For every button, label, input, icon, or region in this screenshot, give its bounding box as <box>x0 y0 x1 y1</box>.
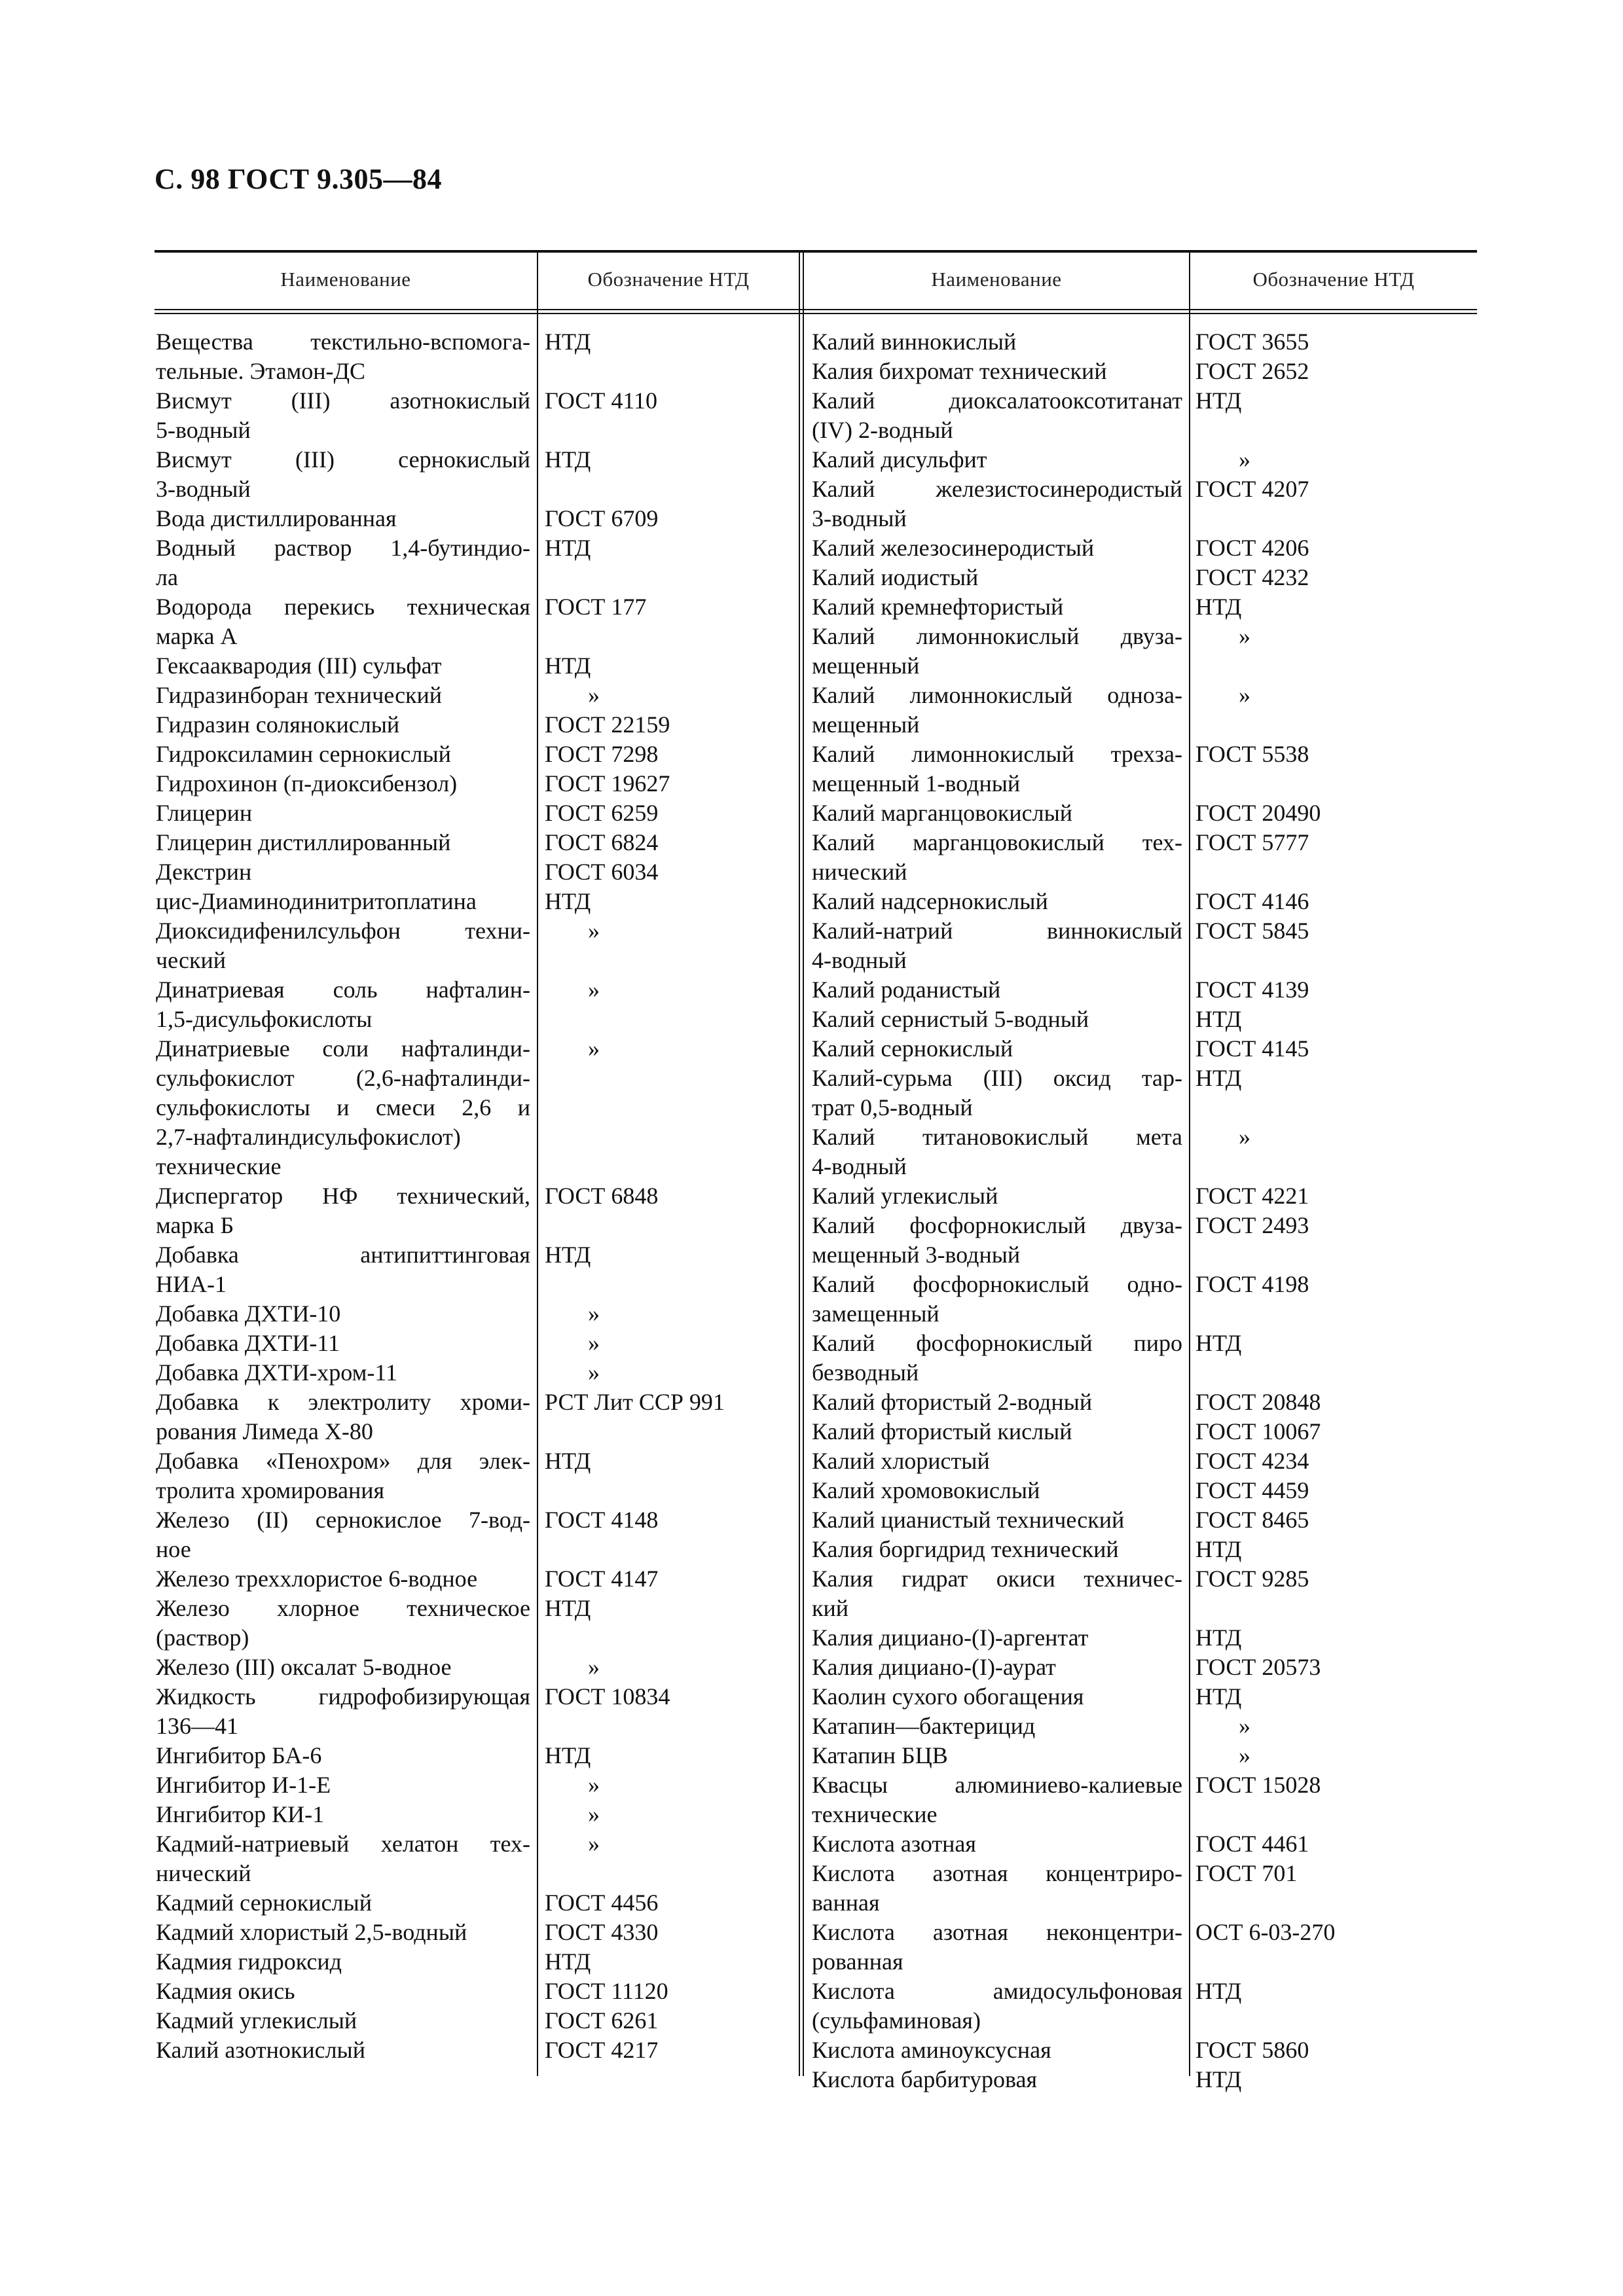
row-name <box>812 563 1182 592</box>
row-ntd: НТД <box>545 1242 591 1268</box>
row-name <box>156 710 530 740</box>
row-name <box>156 504 530 533</box>
row-ntd: » <box>588 1330 600 1356</box>
row-name-line: Кадмия гидроксид <box>156 1948 342 1975</box>
row-name-line: тельные. Этамон-ДС <box>156 358 366 384</box>
row-name <box>812 1859 1182 1918</box>
row-ntd: ГОСТ 11120 <box>545 1978 668 2004</box>
row-name-line: Железо (III) оксалат 5-водное <box>156 1654 452 1680</box>
row-ntd: » <box>1239 623 1250 649</box>
row-ntd: ГОСТ 6034 <box>545 859 659 885</box>
row-ntd: ГОСТ 6824 <box>545 829 659 855</box>
row-name-line: Глицерин дистиллированный <box>156 829 451 855</box>
row-ntd: ГОСТ 4110 <box>545 387 658 414</box>
column-header-ntd: Обозначение НТД <box>1252 268 1415 291</box>
row-ntd: НТД <box>1195 1683 1242 1710</box>
row-ntd: ГОСТ 5777 <box>1195 829 1309 855</box>
row-ntd: ГОСТ 10834 <box>545 1683 670 1710</box>
row-name-line: безводный <box>812 1359 919 1386</box>
row-ntd: НТД <box>545 329 591 355</box>
row-ntd: ГОСТ 4221 <box>1195 1183 1309 1209</box>
row-name <box>812 1770 1182 1829</box>
row-name-line: Водный раствор 1,4-бутиндио- <box>156 535 530 561</box>
row-name-line: Ингибитор КИ-1 <box>156 1801 325 1827</box>
row-name <box>812 445 1182 475</box>
row-ntd: ГОСТ 4198 <box>1195 1271 1309 1297</box>
row-name-line: Калий титановокислый мета <box>812 1124 1182 1150</box>
row-ntd: » <box>588 1300 600 1327</box>
row-name <box>156 1299 530 1329</box>
row-name-line: марка А <box>156 623 238 649</box>
row-ntd: ГОСТ 4461 <box>1195 1831 1309 1857</box>
row-name-line: Кадмий хлористый 2,5-водный <box>156 1919 467 1945</box>
row-name <box>156 1682 530 1741</box>
row-name <box>156 1358 530 1388</box>
row-name <box>812 2036 1182 2065</box>
row-ntd: ГОСТ 4330 <box>545 1919 659 1945</box>
row-name-line: Калий-сурьма (III) оксид тар- <box>812 1065 1182 1091</box>
row-name <box>812 740 1182 798</box>
row-name-line: НИА-1 <box>156 1271 227 1297</box>
column-divider <box>1189 250 1190 2076</box>
row-name-line: Жидкость гидрофобизирующая <box>156 1683 530 1710</box>
row-ntd: ГОСТ 4148 <box>545 1507 659 1533</box>
row-name-line: (сульфаминовая) <box>812 2007 981 2034</box>
row-ntd: НТД <box>1195 1065 1242 1091</box>
row-ntd: » <box>588 1801 600 1827</box>
row-ntd: ГОСТ 8465 <box>1195 1507 1309 1533</box>
row-ntd: » <box>588 1772 600 1798</box>
row-name-line: Калий фтористый 2-водный <box>812 1389 1093 1415</box>
row-name-line: Калий марганцовокислый тех- <box>812 829 1182 855</box>
row-ntd: ГОСТ 15028 <box>1195 1772 1321 1798</box>
row-ntd: ГОСТ 4217 <box>545 2037 659 2063</box>
row-name-line: Водорода перекись техническая <box>156 594 530 620</box>
row-name <box>812 357 1182 386</box>
row-ntd: ГОСТ 10067 <box>1195 1418 1321 1444</box>
row-name-line: Калия дициано-(I)-аргентат <box>812 1624 1089 1651</box>
row-name-line: 3-водный <box>156 476 251 502</box>
row-ntd: НТД <box>545 1448 591 1474</box>
row-name-line: Кадмий-натриевый хелатон тех- <box>156 1831 530 1857</box>
row-name-line: Кадмий углекислый <box>156 2007 357 2034</box>
row-name <box>156 1977 530 2006</box>
row-name-line: 136—41 <box>156 1713 238 1739</box>
row-name-line: (раствор) <box>156 1624 249 1651</box>
row-name-line: Катапин БЦВ <box>812 1742 948 1768</box>
row-name <box>812 1505 1182 1535</box>
row-name <box>812 386 1182 445</box>
row-ntd: НТД <box>545 653 591 679</box>
row-name <box>156 1741 530 1770</box>
row-name-line: Калий кремнефтористый <box>812 594 1064 620</box>
row-name <box>156 1918 530 1947</box>
row-name <box>812 1388 1182 1417</box>
row-name-line: мещенный <box>812 653 920 679</box>
row-name <box>812 475 1182 533</box>
row-name-line: Калий фтористый кислый <box>812 1418 1072 1444</box>
row-name-line: нический <box>812 859 907 885</box>
row-ntd: НТД <box>545 1595 591 1621</box>
row-name-line: 4-водный <box>812 1153 907 1179</box>
row-name-line: Кислота азотная концентриро- <box>812 1860 1182 1886</box>
row-name-line: Кадмия окись <box>156 1978 295 2004</box>
row-name-line: 3-водный <box>812 505 907 531</box>
row-name-line: Калий лимоннокислый трехза- <box>812 741 1182 767</box>
row-name-line: 2,7-нафталиндисульфокислот) <box>156 1124 461 1150</box>
row-ntd: ОСТ 6-03-270 <box>1195 1919 1336 1945</box>
row-name <box>156 1388 530 1446</box>
row-name-line: мещенный 3-водный <box>812 1242 1021 1268</box>
row-name-line: 5-водный <box>156 417 251 443</box>
row-name-line: мещенный 1-водный <box>812 770 1021 797</box>
row-name <box>812 1181 1182 1211</box>
row-name-line: ное <box>156 1536 191 1562</box>
row-name-line: Добавка ДХТИ-10 <box>156 1300 341 1327</box>
row-ntd: НТД <box>545 1948 591 1975</box>
row-name-line: Висмут (III) азотнокислый <box>156 387 530 414</box>
row-name-line: Гексааквародия (III) сульфат <box>156 653 442 679</box>
row-ntd: ГОСТ 20848 <box>1195 1389 1321 1415</box>
row-name-line: Квасцы алюминиево-калиевые <box>812 1772 1182 1798</box>
row-name-line: Ингибитор БА-6 <box>156 1742 322 1768</box>
row-name <box>156 327 530 386</box>
row-name-line: тролита хромирования <box>156 1477 385 1503</box>
row-name <box>812 887 1182 916</box>
row-name-line: Железо треххлористое 6-водное <box>156 1566 478 1592</box>
row-ntd: ГОСТ 4207 <box>1195 476 1309 502</box>
column-header-ntd: Обозначение НТД <box>587 268 750 291</box>
row-name <box>156 445 530 504</box>
row-name-line: Калий сернокислый <box>812 1035 1013 1062</box>
row-name <box>812 1446 1182 1476</box>
page-header: С. 98 ГОСТ 9.305—84 <box>155 163 443 195</box>
row-name-line: рованная <box>812 1948 903 1975</box>
row-name <box>156 1770 530 1800</box>
row-name <box>812 681 1182 740</box>
row-name-line: Калий виннокислый <box>812 329 1017 355</box>
row-ntd: НТД <box>545 535 591 561</box>
row-ntd: ГОСТ 4145 <box>1195 1035 1309 1062</box>
row-name <box>156 769 530 798</box>
row-name-line: ческий <box>156 947 226 973</box>
row-ntd: ГОСТ 2493 <box>1195 1212 1309 1238</box>
row-name <box>156 533 530 592</box>
row-name-line: Калий дисульфит <box>812 446 987 473</box>
row-name-line: Калий сернистый 5-водный <box>812 1006 1089 1032</box>
row-ntd: » <box>588 977 600 1003</box>
row-name <box>812 2065 1182 2094</box>
row-name <box>156 1888 530 1918</box>
row-ntd: НТД <box>1195 1536 1242 1562</box>
row-name <box>812 1476 1182 1505</box>
row-name <box>812 1270 1182 1329</box>
row-ntd: » <box>588 918 600 944</box>
row-name <box>156 651 530 681</box>
row-ntd: ГОСТ 22159 <box>545 711 670 738</box>
row-name-line: Калий иодистый <box>812 564 979 590</box>
row-name-line: Кислота барбитуровая <box>812 2066 1038 2092</box>
row-ntd: ГОСТ 9285 <box>1195 1566 1309 1592</box>
row-name-line: Кислота азотная <box>812 1831 976 1857</box>
row-name-line: сульфокислот (2,6-нафталинди- <box>156 1065 530 1091</box>
row-ntd: » <box>1239 682 1250 708</box>
row-ntd: ГОСТ 4459 <box>1195 1477 1309 1503</box>
row-name-line: Кислота амидосульфоновая <box>812 1978 1182 2004</box>
row-name <box>812 1211 1182 1270</box>
row-name-line: Катапин—бактерицид <box>812 1713 1036 1739</box>
row-name-line: Калия бихромат технический <box>812 358 1107 384</box>
row-name <box>156 916 530 975</box>
column-header-name: Наименование <box>280 268 411 291</box>
row-name <box>812 622 1182 681</box>
row-name <box>156 828 530 857</box>
row-name-line: Кадмий сернокислый <box>156 1890 372 1916</box>
row-ntd: НТД <box>545 888 591 914</box>
row-ntd: РСТ Лит ССР 991 <box>545 1389 725 1415</box>
row-name-line: Вода дистиллированная <box>156 505 397 531</box>
row-name-line: Калий цианистый технический <box>812 1507 1125 1533</box>
row-name-line: Добавка ДХТИ-хром-11 <box>156 1359 398 1386</box>
row-name <box>156 1181 530 1240</box>
row-name-line: мещенный <box>812 711 920 738</box>
row-name-line: Динатриевая соль нафталин- <box>156 977 530 1003</box>
row-name <box>812 916 1182 975</box>
row-ntd: » <box>588 1035 600 1062</box>
row-name-line: Добавка ДХТИ-11 <box>156 1330 340 1356</box>
row-ntd: ГОСТ 6261 <box>545 2007 659 2034</box>
row-name <box>812 1122 1182 1181</box>
row-name <box>156 857 530 887</box>
row-name-line: технические <box>812 1801 938 1827</box>
row-ntd: ГОСТ 5538 <box>1195 741 1309 767</box>
row-name-line: 1,5-дисульфокислоты <box>156 1006 373 1032</box>
row-name <box>156 2036 530 2065</box>
row-ntd: ГОСТ 6848 <box>545 1183 659 1209</box>
row-name-line: Вещества текстильно-вспомога- <box>156 329 530 355</box>
row-name-line: Кислота аминоуксусная <box>812 2037 1051 2063</box>
row-ntd: » <box>588 682 600 708</box>
row-name-line: ла <box>156 564 178 590</box>
row-name <box>812 1564 1182 1623</box>
row-ntd: НТД <box>545 1742 591 1768</box>
row-name-line: технические <box>156 1153 282 1179</box>
row-name-line: Динатриевые соли нафталинди- <box>156 1035 530 1062</box>
row-name <box>812 1918 1182 1977</box>
row-name <box>812 1623 1182 1653</box>
row-ntd: ГОСТ 701 <box>1195 1860 1298 1886</box>
row-ntd: » <box>1239 446 1250 473</box>
row-name-line: Декстрин <box>156 859 252 885</box>
row-ntd: НТД <box>1195 387 1242 414</box>
row-name <box>812 1329 1182 1388</box>
row-name <box>812 1977 1182 2036</box>
row-name-line: нический <box>156 1860 251 1886</box>
row-name-line: Глицерин <box>156 800 253 826</box>
row-ntd: ГОСТ 177 <box>545 594 647 620</box>
column-header-name: Наименование <box>931 268 1062 291</box>
row-ntd: ГОСТ 4147 <box>545 1566 659 1592</box>
row-name <box>812 798 1182 828</box>
row-name <box>156 1800 530 1829</box>
row-ntd: ГОСТ 4139 <box>1195 977 1309 1003</box>
row-name <box>812 975 1182 1005</box>
row-name-line: ванная <box>812 1890 880 1916</box>
row-ntd: ГОСТ 4234 <box>1195 1448 1309 1474</box>
row-name-line: Калий азотнокислый <box>156 2037 365 2063</box>
row-name-line: Диспергатор НФ технический, <box>156 1183 530 1209</box>
row-name <box>156 386 530 445</box>
row-name <box>812 1005 1182 1034</box>
row-name <box>156 1034 530 1181</box>
row-name <box>812 1653 1182 1682</box>
row-ntd: ГОСТ 5860 <box>1195 2037 1309 2063</box>
row-name-line: рования Лимеда Х-80 <box>156 1418 373 1444</box>
row-name-line: Добавка «Пенохром» для элек- <box>156 1448 530 1474</box>
row-name <box>156 975 530 1034</box>
row-ntd: НТД <box>1195 1330 1242 1356</box>
row-ntd: » <box>588 1359 600 1386</box>
row-name <box>812 1712 1182 1741</box>
row-name <box>156 1594 530 1653</box>
row-name-line: Калий лимоннокислый одноза- <box>812 682 1182 708</box>
row-ntd: » <box>588 1831 600 1857</box>
row-name <box>812 533 1182 563</box>
row-name-line: Добавка антипиттинговая <box>156 1242 530 1268</box>
row-name-line: марка Б <box>156 1212 234 1238</box>
row-name-line: Калий марганцовокислый <box>812 800 1073 826</box>
row-name-line: (IV) 2-водный <box>812 417 953 443</box>
row-ntd: ГОСТ 20573 <box>1195 1654 1321 1680</box>
row-name-line: Ингибитор И-1-Е <box>156 1772 331 1798</box>
row-ntd: » <box>588 1654 600 1680</box>
row-name <box>156 1446 530 1505</box>
row-name <box>812 327 1182 357</box>
row-name <box>812 1417 1182 1446</box>
row-name <box>156 1329 530 1358</box>
row-name-line: Гидразин солянокислый <box>156 711 400 738</box>
table-header-rule <box>155 309 1477 314</box>
row-name-line: Гидрохинон (п-диоксибензол) <box>156 770 458 797</box>
row-ntd: НТД <box>1195 594 1242 620</box>
row-name-line: Калий лимоннокислый двуза- <box>812 623 1182 649</box>
row-name-line: Калия гидрат окиси техничес- <box>812 1566 1182 1592</box>
row-name-line: Калий роданистый <box>812 977 1001 1003</box>
row-ntd: ГОСТ 19627 <box>545 770 670 797</box>
row-ntd: ГОСТ 4206 <box>1195 535 1309 561</box>
row-ntd: » <box>1239 1742 1250 1768</box>
row-name-line: замещенный <box>812 1300 939 1327</box>
standards-table <box>155 250 1477 2092</box>
row-name <box>156 1829 530 1888</box>
row-ntd: » <box>1239 1124 1250 1150</box>
row-name <box>812 828 1182 887</box>
row-name-line: Калий диоксалатооксотитанат <box>812 387 1182 414</box>
row-name <box>156 887 530 916</box>
row-ntd: НТД <box>1195 1978 1242 2004</box>
row-name-line: Калий фосфорнокислый пиро <box>812 1330 1182 1356</box>
row-name <box>812 1682 1182 1712</box>
row-name <box>156 592 530 651</box>
row-ntd: НТД <box>1195 1624 1242 1651</box>
row-name <box>156 1947 530 1977</box>
row-name-line: Гидразинборан технический <box>156 682 443 708</box>
row-ntd: ГОСТ 5845 <box>1195 918 1309 944</box>
row-name <box>812 1741 1182 1770</box>
row-name-line: Каолин сухого обогащения <box>812 1683 1084 1710</box>
row-name-line: сульфокислоты и смеси 2,6 и <box>156 1094 530 1121</box>
row-name <box>156 740 530 769</box>
row-name-line: Железо (II) сернокислое 7-вод- <box>156 1507 530 1533</box>
row-name-line: Калий фосфорнокислый одно- <box>812 1271 1182 1297</box>
row-name <box>812 1829 1182 1859</box>
row-name <box>156 1240 530 1299</box>
row-ntd: НТД <box>1195 2066 1242 2092</box>
row-ntd: ГОСТ 20490 <box>1195 800 1321 826</box>
row-name-line: Калий углекислый <box>812 1183 998 1209</box>
row-name-line: Калий фосфорнокислый двуза- <box>812 1212 1182 1238</box>
row-name <box>156 1653 530 1682</box>
row-ntd: ГОСТ 4232 <box>1195 564 1309 590</box>
row-name <box>812 592 1182 622</box>
row-ntd: ГОСТ 7298 <box>545 741 659 767</box>
row-name-line: Калий хлористый <box>812 1448 990 1474</box>
row-name-line: Диоксидифенилсульфон техни- <box>156 918 530 944</box>
row-name-line: Висмут (III) сернокислый <box>156 446 530 473</box>
row-name-line: 4-водный <box>812 947 907 973</box>
row-ntd: ГОСТ 4456 <box>545 1890 659 1916</box>
row-name <box>156 798 530 828</box>
row-name-line: Калий хромовокислый <box>812 1477 1040 1503</box>
row-name <box>156 1505 530 1564</box>
row-name-line: кий <box>812 1595 849 1621</box>
row-ntd: ГОСТ 6709 <box>545 505 659 531</box>
row-name <box>156 1564 530 1594</box>
row-name-line: цис-Диаминодинитритоплатина <box>156 888 477 914</box>
row-name-line: Калия боргидрид технический <box>812 1536 1119 1562</box>
column-divider <box>537 250 538 2076</box>
row-name-line: трат 0,5-водный <box>812 1094 973 1121</box>
row-ntd: НТД <box>545 446 591 473</box>
row-name <box>156 2006 530 2036</box>
row-name <box>156 681 530 710</box>
row-name <box>812 1064 1182 1122</box>
row-ntd: ГОСТ 4146 <box>1195 888 1309 914</box>
row-ntd: НТД <box>1195 1006 1242 1032</box>
row-name-line: Калий железосинеродистый <box>812 535 1095 561</box>
row-name-line: Добавка к электролиту хроми- <box>156 1389 530 1415</box>
row-name-line: Кислота азотная неконцентри- <box>812 1919 1182 1945</box>
row-name <box>812 1034 1182 1064</box>
row-ntd: ГОСТ 2652 <box>1195 358 1309 384</box>
row-name-line: Железо хлорное техническое <box>156 1595 530 1621</box>
row-name-line: Калий-натрий виннокислый <box>812 918 1182 944</box>
row-ntd: » <box>1239 1713 1250 1739</box>
row-name <box>812 1535 1182 1564</box>
row-ntd: ГОСТ 6259 <box>545 800 659 826</box>
row-name-line: Калий надсернокислый <box>812 888 1048 914</box>
row-name-line: Гидроксиламин сернокислый <box>156 741 451 767</box>
row-name-line: Калия дициано-(I)-аурат <box>812 1654 1056 1680</box>
row-ntd: ГОСТ 3655 <box>1195 329 1309 355</box>
row-name-line: Калий железистосинеродистый <box>812 476 1182 502</box>
